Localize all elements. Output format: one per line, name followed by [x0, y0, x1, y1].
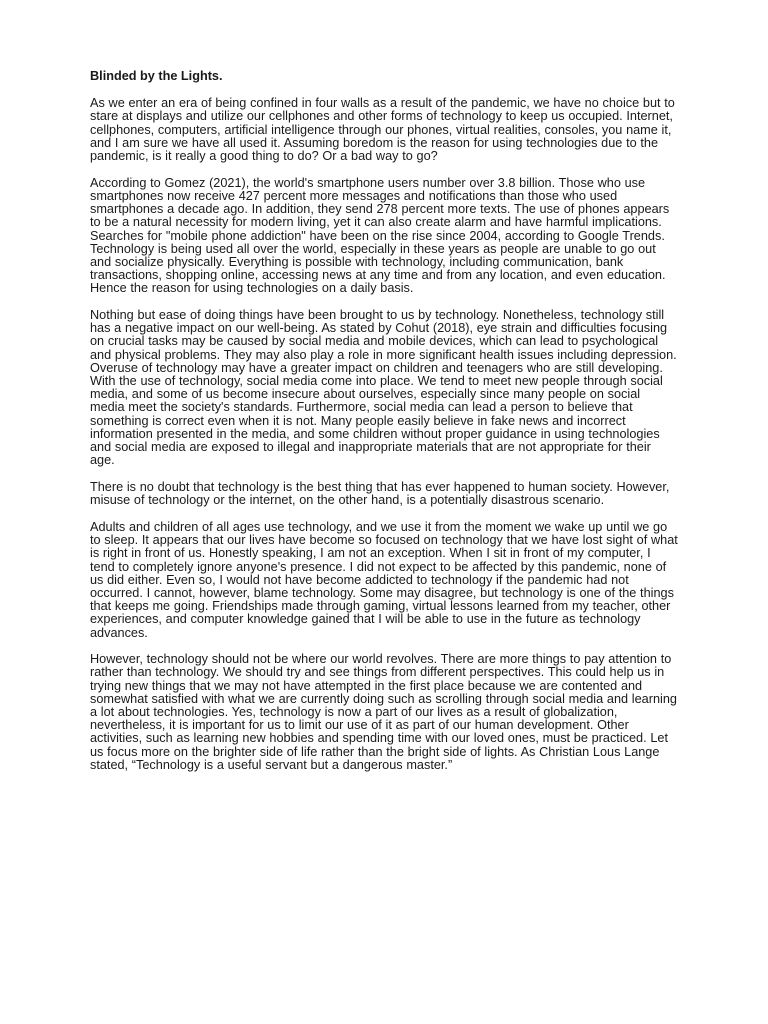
- paragraph-3: Nothing but ease of doing things have been brought to us by technology. Nonetheless, technology still has a negative impact on our well-being. As stated by Cohut (2018), eye strain and difficulties focusing on crucial tasks may be caused by social media and mobile devices, which can lead to psychological and physical problems. They may also play a role in more significant health issues including depression. Overuse of technology may have a greater impact on children and teenagers who are still developing. With the use of technology, social media come into place. We tend to meet new people through social media, and some of us become insecure about ourselves, especially since many people on social media meet the society's standards. Furthermore, social media can lead a person to believe that something is correct even when it is not. Many people easily believe in fake news and incorrect information presented in the media, and some children without proper guidance in using technologies and social media are exposed to illegal and inappropriate materials that are not appropriate for their age.: [90, 308, 677, 468]
- paragraph-1: As we enter an era of being confined in four walls as a result of the pandemic, we have no choice but to stare at displays and utilize our cellphones and other forms of technology to keep us occupied. Internet, cellphones, computers, artificial intelligence through our phones, virtual realities, consoles, you name it, and I am sure we have all used it. Assuming boredom is the reason for using technologies due to the pandemic, is it really a good thing to do? Or a bad way to go?: [90, 96, 675, 164]
- paragraph-6: However, technology should not be where our world revolves. There are more things to pay attention to rather than technology. We should try and see things from different perspectives. This could help us in trying new things that we may not have attempted in the first place because we are contented and somewhat satisfied with what we are currently doing such as scrolling through social media and learning a lot about technologies. Yes, technology is now a part of our lives as a result of globalization, nevertheless, it is important for us to limit our use of it as part of our human development. Other activities, such as learning new hobbies and spending time with our loved ones, must be practiced. Let us focus more on the brighter side of life rather than the bright side of lights. As Christian Lous Lange stated, “Technology is a useful servant but a dangerous master.”: [90, 652, 677, 772]
- document-title: Blinded by the Lights.: [90, 69, 223, 83]
- paragraph-4: There is no doubt that technology is the best thing that has ever happened to human society. However, misuse of technology or the internet, on the other hand, is a potentially disastrous scenario.: [90, 479, 670, 508]
- document-page: [90, 70, 678, 786]
- paragraph-2: According to Gomez (2021), the world's smartphone users number over 3.8 billion. Those who use smartphones now receive 427 percent more messages and notifications than those who used smartphones a decade ago. In addition, they send 278 percent more texts. The use of phones appears to be a natural necessity for modern living, yet it can also create alarm and have harmful implications. Searches for "mobile phone addiction" have been on the rise since 2004, according to Google Trends. Technology is being used all over the world, especially in these years as people are unable to go out and socialize physically. Everything is possible with technology, including communication, bank transactions, shopping online, accessing news at any time and from any location, and even education. Hence the reason for using technologies on a daily basis.: [90, 175, 670, 296]
- paragraph-5: Adults and children of all ages use technology, and we use it from the moment we wake up until we go to sleep. It appears that our lives have become so focused on technology that we have lost sight of what is right in front of us. Honestly speaking, I am not an exception. When I sit in front of my computer, I tend to completely ignore anyone's presence. I did not expect to be affected by this pandemic, none of us did either. Even so, I would not have become addicted to technology if the pandemic had not occurred. I cannot, however, blame technology. Some may disagree, but technology is one of the things that keeps me going. Friendships made through gaming, virtual lessons learned from my teacher, other experiences, and computer knowledge gained that I will be able to use in the future as technology advances.: [90, 519, 678, 640]
